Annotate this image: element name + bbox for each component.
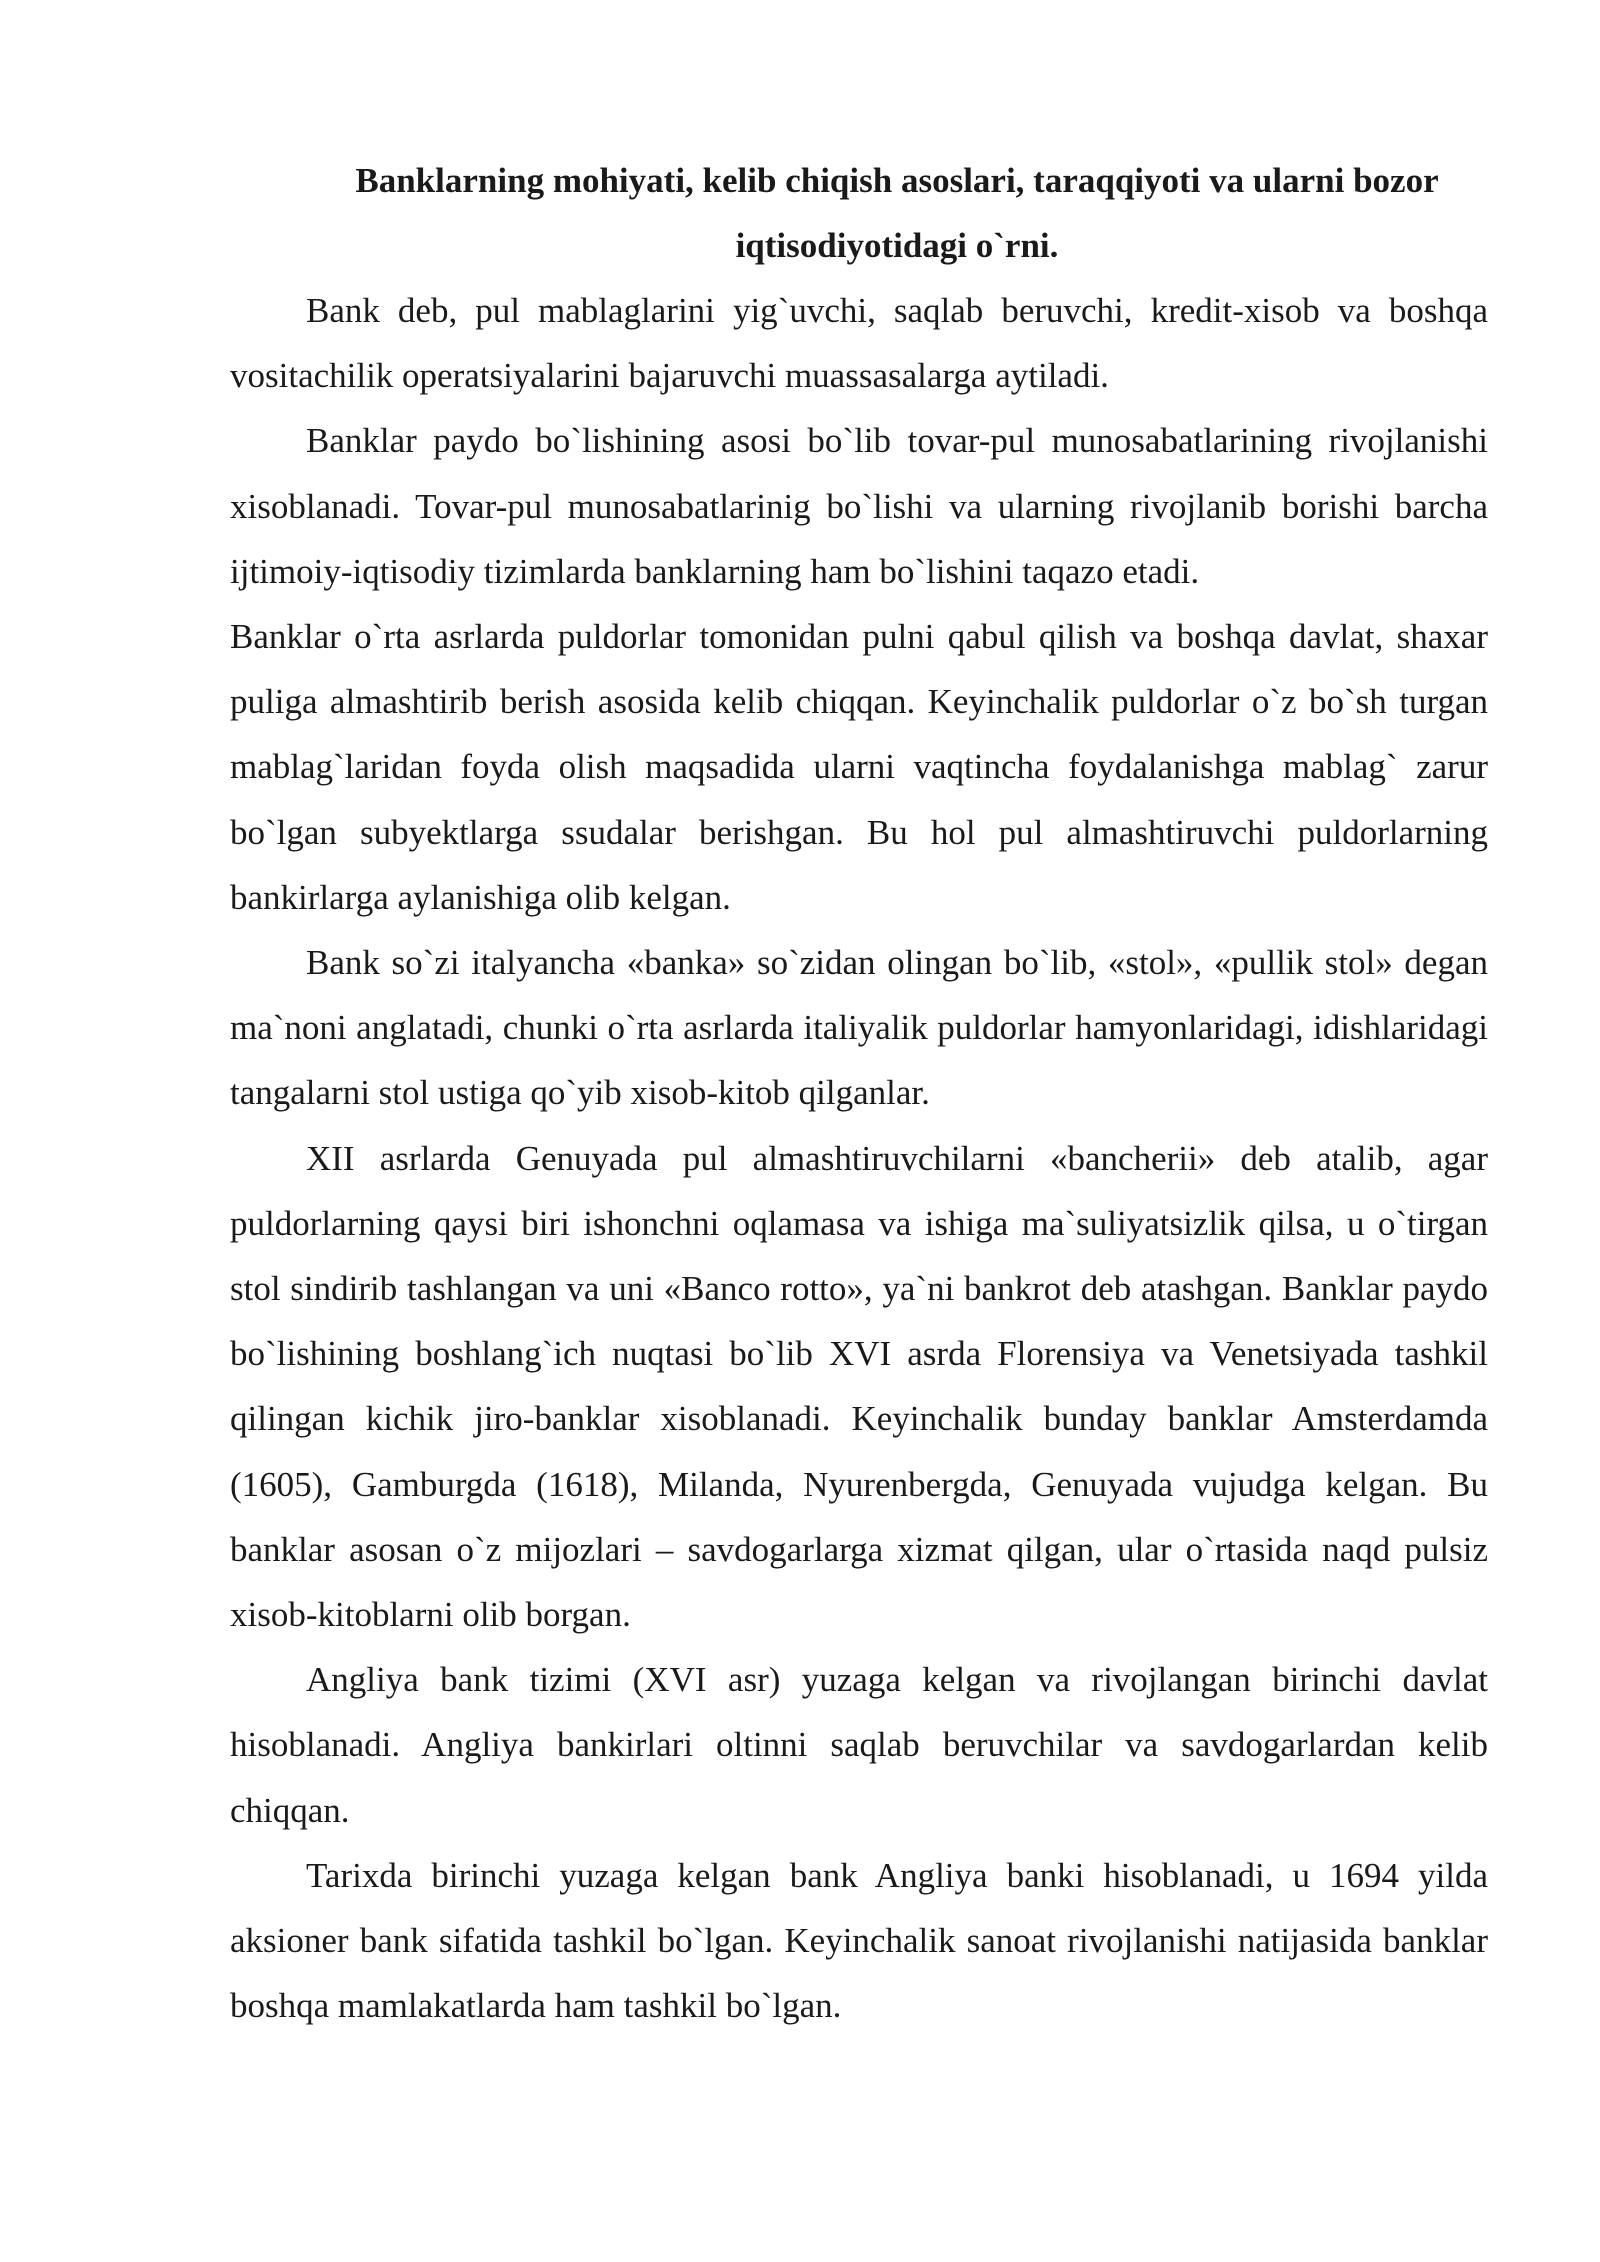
paragraph-bank-of-england: Tarixda birinchi yuzaga kelgan bank Angliya banki hisoblanadi, u 1694 yilda aksioner bank sifatida tashkil bo`lgan. Keyinchalik sanoat rivojlanishi natijasida banklar boshqa mamlakatlarda ham tashkil bo`lgan.	[230, 1855, 1488, 2026]
paragraph-middle-ages: Banklar o`rta asrlarda puldorlar tomonidan pulni qabul qilish va boshqa davlat, shaxar puliga almashtirib berish asosida kelib chiqqan. Keyinchalik puldorlar o`z bo`sh turgan mablag`laridan foyda olish maqsadida ularni vaqtincha foydalanishga mablag` zarur bo`lgan subyektlarga ssudalar berishgan. Bu hol pul almashtiruvchi puldorlarning bankirlarga aylanishiga olib kelgan.	[230, 617, 1488, 917]
paragraph-genoa-history: XII asrlarda Genuyada pul almashtiruvchilarni «bancherii» deb atalib, agar puldorlarning qaysi biri ishonchni oqlamasa va ishiga ma`suliyatsizlik qilsa, u o`tirgan stol sindirib tashlangan va uni «Banco rotto», ya`ni bankrot deb atashgan. Banklar paydo bo`lishining boshlang`ich nuqtasi bo`lib XVI asrda Florensiya va Venetsiyada tashkil qilingan kichik jiro-banklar xisoblanadi. Keyinchalik bunday banklar Amsterdamda (1605), Gamburgda (1618), Milanda, Nyurenbergda, Genuyada vujudga kelgan. Bu banklar asosan o`z mijozlari – savdogarlarga xizmat qilgan, ular o`rtasida naqd pulsiz xisob-kitoblarni olib borgan.	[230, 1138, 1488, 1635]
paragraph-bank-origins: Banklar paydo bo`lishining asosi bo`lib tovar-pul munosabatlarining rivojlanishi xisoblanadi. Tovar-pul munosabatlarinig bo`lishi va ularning rivojlanib borishi barcha ijtimoiy-iqtisodiy tizimlarda banklarning ham bo`lishini taqazo etadi.	[230, 421, 1488, 591]
document-title: Banklarning mohiyati, kelib chiqish asoslari, taraqqiyoti va ularni bozor iqtisodiyotidagi o`rni.	[355, 161, 1439, 265]
paragraph-bank-definition: Bank deb, pul mablaglarini yig`uvchi, saqlab beruvchi, kredit-xisob va boshqa vositachilik operatsiyalarini bajaruvchi muassasalarga aytiladi.	[230, 291, 1488, 396]
paragraph-england-system: Angliya bank tizimi (XVI asr) yuzaga kelgan va rivojlangan birinchi davlat hisoblanadi. Angliya bankirlari oltinni saqlab beruvchilar va savdogarlardan kelib chiqqan.	[230, 1660, 1488, 1830]
paragraph-word-origin: Bank so`zi italyancha «banka» so`zidan olingan bo`lib, «stol», «pullik stol» degan ma`noni anglatadi, chunki o`rta asrlarda italiyalik puldorlar hamyonlaridagi, idishlaridagi tangalarni stol ustiga qo`yib xisob-kitob qilganlar.	[230, 943, 1488, 1113]
document-page	[230, 148, 1488, 2038]
